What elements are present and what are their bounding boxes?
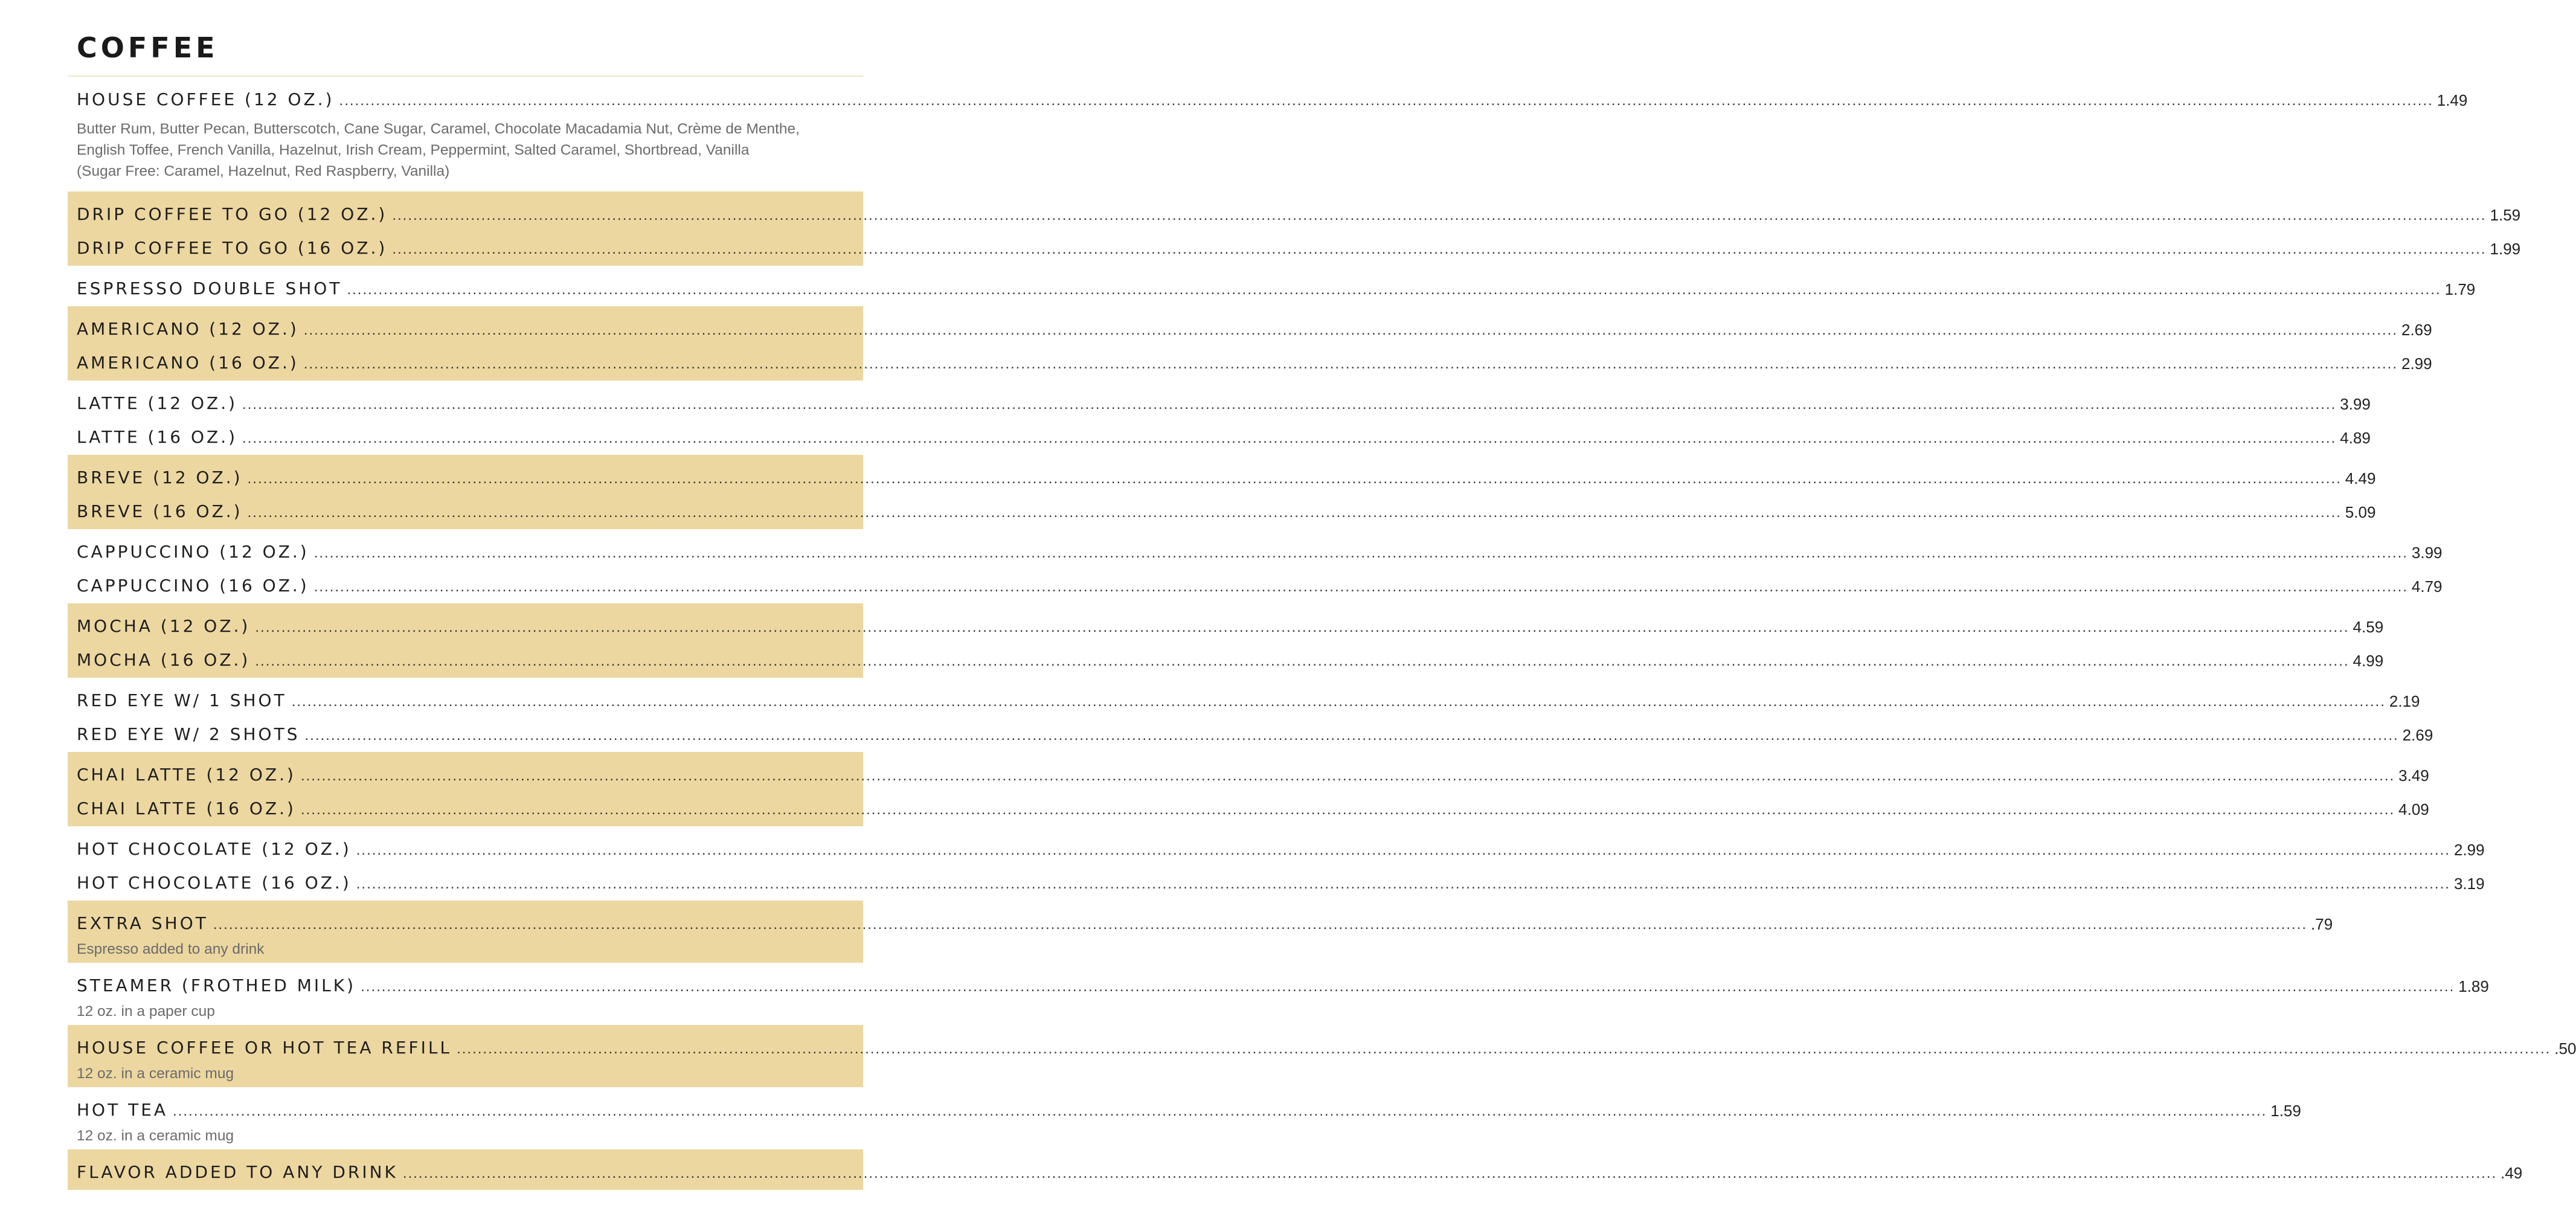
dot-leader: ................................................................................................................................................................................................................................................................................................................................................................................................................ — [347, 281, 2441, 298]
menu-item-name: HOUSE COFFEE OR HOT TEA REFILL — [77, 1038, 452, 1058]
menu-item-name: HOT CHOCOLATE (16 OZ.) — [77, 873, 352, 893]
flavor-description-line: English Toffee, French Vanilla, Hazelnut, Irish Cream, Peppermint, Salted Caramel, Shortbread, Vanilla — [77, 142, 750, 158]
dot-leader: ................................................................................................................................................................................................................................................................................................................................................................................................................ — [356, 876, 2450, 892]
menu-heading: COFFEE — [77, 31, 219, 64]
dot-leader: ................................................................................................................................................................................................................................................................................................................................................................................................................ — [213, 916, 2308, 933]
menu-item — [77, 788, 2429, 821]
menu-item-price: 1.99 — [2490, 240, 2521, 258]
menu-item — [77, 490, 2376, 524]
menu-item-price: 1.49 — [2436, 91, 2468, 109]
item-note: Espresso added to any drink — [77, 941, 265, 957]
menu-section — [68, 455, 2376, 529]
menu-section — [68, 266, 2476, 306]
dot-leader: ................................................................................................................................................................................................................................................................................................................................................................................................................ — [300, 802, 2395, 818]
menu-item-price: 3.49 — [2398, 766, 2429, 785]
menu-section — [68, 1025, 2576, 1087]
dot-leader: ................................................................................................................................................................................................................................................................................................................................................................................................................ — [303, 356, 2398, 372]
menu-item — [77, 713, 2433, 747]
flavor-description-line: Butter Rum, Butter Pecan, Butterscotch, Cane Sugar, Caramel, Chocolate Macadamia Nut, Crème de Menthe, — [77, 121, 800, 137]
menu-item-price: 5.09 — [2345, 503, 2376, 521]
menu-item-price: 3.99 — [2411, 544, 2443, 562]
section-spacer — [77, 1185, 843, 1190]
menu-item-name: DRIP COFFEE TO GO (16 OZ.) — [77, 238, 388, 258]
dot-leader: ................................................................................................................................................................................................................................................................................................................................................................................................................ — [402, 1165, 2497, 1181]
dot-leader: ................................................................................................................................................................................................................................................................................................................................................................................................................ — [457, 1041, 2551, 1057]
menu-item-name: RED EYE W/ 2 SHOTS — [77, 724, 300, 744]
menu-item-name: LATTE (12 OZ.) — [77, 393, 238, 413]
menu-section — [68, 603, 2384, 678]
item-note: 12 oz. in a paper cup — [77, 1003, 215, 1020]
menu-section — [68, 381, 2371, 455]
dot-leader: ................................................................................................................................................................................................................................................................................................................................................................................................................ — [339, 92, 2433, 109]
section-spacer — [77, 821, 843, 826]
menu-section — [68, 191, 2521, 266]
menu-item-price: 1.79 — [2444, 280, 2476, 298]
menu-item-price: .49 — [2501, 1164, 2523, 1182]
menu-item — [77, 306, 2432, 342]
dot-leader: ................................................................................................................................................................................................................................................................................................................................................................................................................ — [361, 978, 2455, 995]
menu-item-name: MOCHA (16 OZ.) — [77, 650, 251, 670]
menu-item-name: MOCHA (12 OZ.) — [77, 616, 251, 636]
menu-item — [77, 191, 2521, 227]
section-spacer — [77, 747, 843, 752]
menu-item-name: DRIP COFFEE TO GO (12 OZ.) — [77, 204, 388, 224]
flavor-description — [77, 112, 843, 187]
menu-item-name: HOUSE COFFEE (12 OZ.) — [77, 89, 335, 109]
dot-leader: ................................................................................................................................................................................................................................................................................................................................................................................................................ — [173, 1103, 2267, 1119]
section-spacer — [77, 896, 843, 901]
dot-leader: ................................................................................................................................................................................................................................................................................................................................................................................................................ — [304, 727, 2399, 744]
menu-item-price: 4.09 — [2398, 800, 2429, 818]
menu-item — [77, 1149, 2523, 1185]
menu-section — [68, 826, 2485, 901]
menu-item — [77, 529, 2443, 565]
menu-item — [77, 752, 2429, 788]
menu-item — [77, 416, 2371, 450]
menu-item — [77, 826, 2485, 862]
menu-section — [68, 901, 2333, 963]
menu-item-price: 2.99 — [2401, 355, 2432, 373]
menu-item-name: AMERICANO (12 OZ.) — [77, 319, 299, 339]
menu-item-name: CAPPUCCINO (12 OZ.) — [77, 542, 309, 562]
coffee-menu-list — [68, 77, 2576, 1190]
menu-section — [68, 77, 2468, 191]
dot-leader: ................................................................................................................................................................................................................................................................................................................................................................................................................ — [392, 207, 2487, 223]
menu-item — [77, 381, 2371, 416]
menu-item-price: 4.79 — [2411, 577, 2443, 596]
menu-item-name: BREVE (16 OZ.) — [77, 501, 243, 521]
section-spacer — [77, 376, 843, 381]
menu-item-price: 1.89 — [2458, 977, 2489, 995]
item-note: 12 oz. in a ceramic mug — [77, 1128, 234, 1144]
menu-item — [77, 227, 2521, 261]
menu-item-price: .79 — [2311, 915, 2333, 933]
section-spacer — [77, 599, 843, 603]
dot-leader: ................................................................................................................................................................................................................................................................................................................................................................................................................ — [303, 322, 2398, 338]
menu-section — [68, 752, 2429, 826]
menu-item-price: 1.59 — [2270, 1102, 2301, 1120]
menu-item — [77, 77, 2468, 112]
flavor-description-line: (Sugar Free: Caramel, Hazelnut, Red Raspberry, Vanilla) — [77, 163, 450, 179]
section-spacer — [77, 301, 843, 306]
item-note: 12 oz. in a ceramic mug — [77, 1065, 234, 1082]
dot-leader: ................................................................................................................................................................................................................................................................................................................................................................................................................ — [291, 693, 2386, 710]
menu-item-name: STEAMER (FROTHED MILK) — [77, 975, 356, 995]
menu-item-name: EXTRA SHOT — [77, 913, 208, 933]
menu-section — [68, 963, 2489, 1025]
dot-leader: ................................................................................................................................................................................................................................................................................................................................................................................................................ — [255, 653, 2350, 669]
section-spacer — [77, 187, 843, 191]
menu-item-name: FLAVOR ADDED TO ANY DRINK — [77, 1162, 398, 1182]
dot-leader: ................................................................................................................................................................................................................................................................................................................................................................................................................ — [255, 619, 2350, 635]
dot-leader: ................................................................................................................................................................................................................................................................................................................................................................................................................ — [313, 545, 2408, 561]
menu-item — [77, 1087, 2301, 1123]
menu-section — [68, 678, 2433, 752]
dot-leader: ................................................................................................................................................................................................................................................................................................................................................................................................................ — [300, 768, 2395, 784]
menu-item-name: LATTE (16 OZ.) — [77, 427, 238, 447]
menu-item — [77, 266, 2476, 301]
dot-leader: ................................................................................................................................................................................................................................................................................................................................................................................................................ — [247, 471, 2342, 487]
menu-item-name: CAPPUCCINO (16 OZ.) — [77, 576, 309, 596]
menu-item — [77, 455, 2376, 490]
dot-leader: ................................................................................................................................................................................................................................................................................................................................................................................................................ — [242, 396, 2337, 413]
dot-leader: ................................................................................................................................................................................................................................................................................................................................................................................................................ — [247, 504, 2342, 521]
menu-section — [68, 529, 2443, 603]
menu-item-name: HOT CHOCOLATE (12 OZ.) — [77, 839, 352, 859]
menu-item-name: CHAI LATTE (12 OZ.) — [77, 765, 296, 785]
menu-item — [77, 565, 2443, 599]
menu-item — [77, 862, 2485, 896]
section-spacer — [77, 450, 843, 455]
menu-item-price: 3.99 — [2340, 395, 2371, 413]
dot-leader: ................................................................................................................................................................................................................................................................................................................................................................................................................ — [392, 241, 2487, 257]
menu-item-price: 2.19 — [2389, 692, 2420, 710]
section-spacer — [77, 261, 843, 266]
menu-item-name: AMERICANO (16 OZ.) — [77, 353, 299, 373]
menu-item — [77, 342, 2432, 376]
menu-item-price: 4.89 — [2340, 429, 2371, 447]
menu-item-name: RED EYE W/ 1 SHOT — [77, 690, 287, 710]
dot-leader: ................................................................................................................................................................................................................................................................................................................................................................................................................ — [242, 430, 2337, 446]
menu-item-name: BREVE (12 OZ.) — [77, 467, 243, 487]
menu-item-price: 4.99 — [2353, 652, 2384, 670]
menu-item-price: .50 — [2554, 1039, 2576, 1058]
menu-section — [68, 306, 2432, 381]
menu-item — [77, 901, 2333, 936]
section-spacer — [77, 673, 843, 678]
menu-item-name: ESPRESSO DOUBLE SHOT — [77, 278, 342, 298]
menu-item-price: 2.69 — [2401, 321, 2432, 339]
section-spacer — [77, 524, 843, 529]
menu-section — [68, 1087, 2301, 1149]
menu-item-price: 4.59 — [2353, 618, 2384, 636]
menu-item-name: CHAI LATTE (16 OZ.) — [77, 798, 296, 818]
dot-leader: ................................................................................................................................................................................................................................................................................................................................................................................................................ — [313, 579, 2408, 595]
menu-item-price: 3.19 — [2453, 875, 2485, 893]
menu-item — [77, 678, 2420, 713]
menu-item-price: 4.49 — [2345, 469, 2376, 487]
menu-item-name: HOT TEA — [77, 1100, 169, 1120]
menu-item — [77, 639, 2384, 673]
menu-item — [77, 603, 2384, 639]
menu-section — [68, 1149, 2523, 1190]
menu-item-price: 2.99 — [2453, 841, 2485, 859]
menu-item — [77, 1025, 2576, 1061]
menu-item — [77, 963, 2489, 998]
menu-item-price: 2.69 — [2402, 726, 2433, 744]
dot-leader: ................................................................................................................................................................................................................................................................................................................................................................................................................ — [356, 842, 2450, 858]
menu-item-price: 1.59 — [2490, 206, 2521, 224]
